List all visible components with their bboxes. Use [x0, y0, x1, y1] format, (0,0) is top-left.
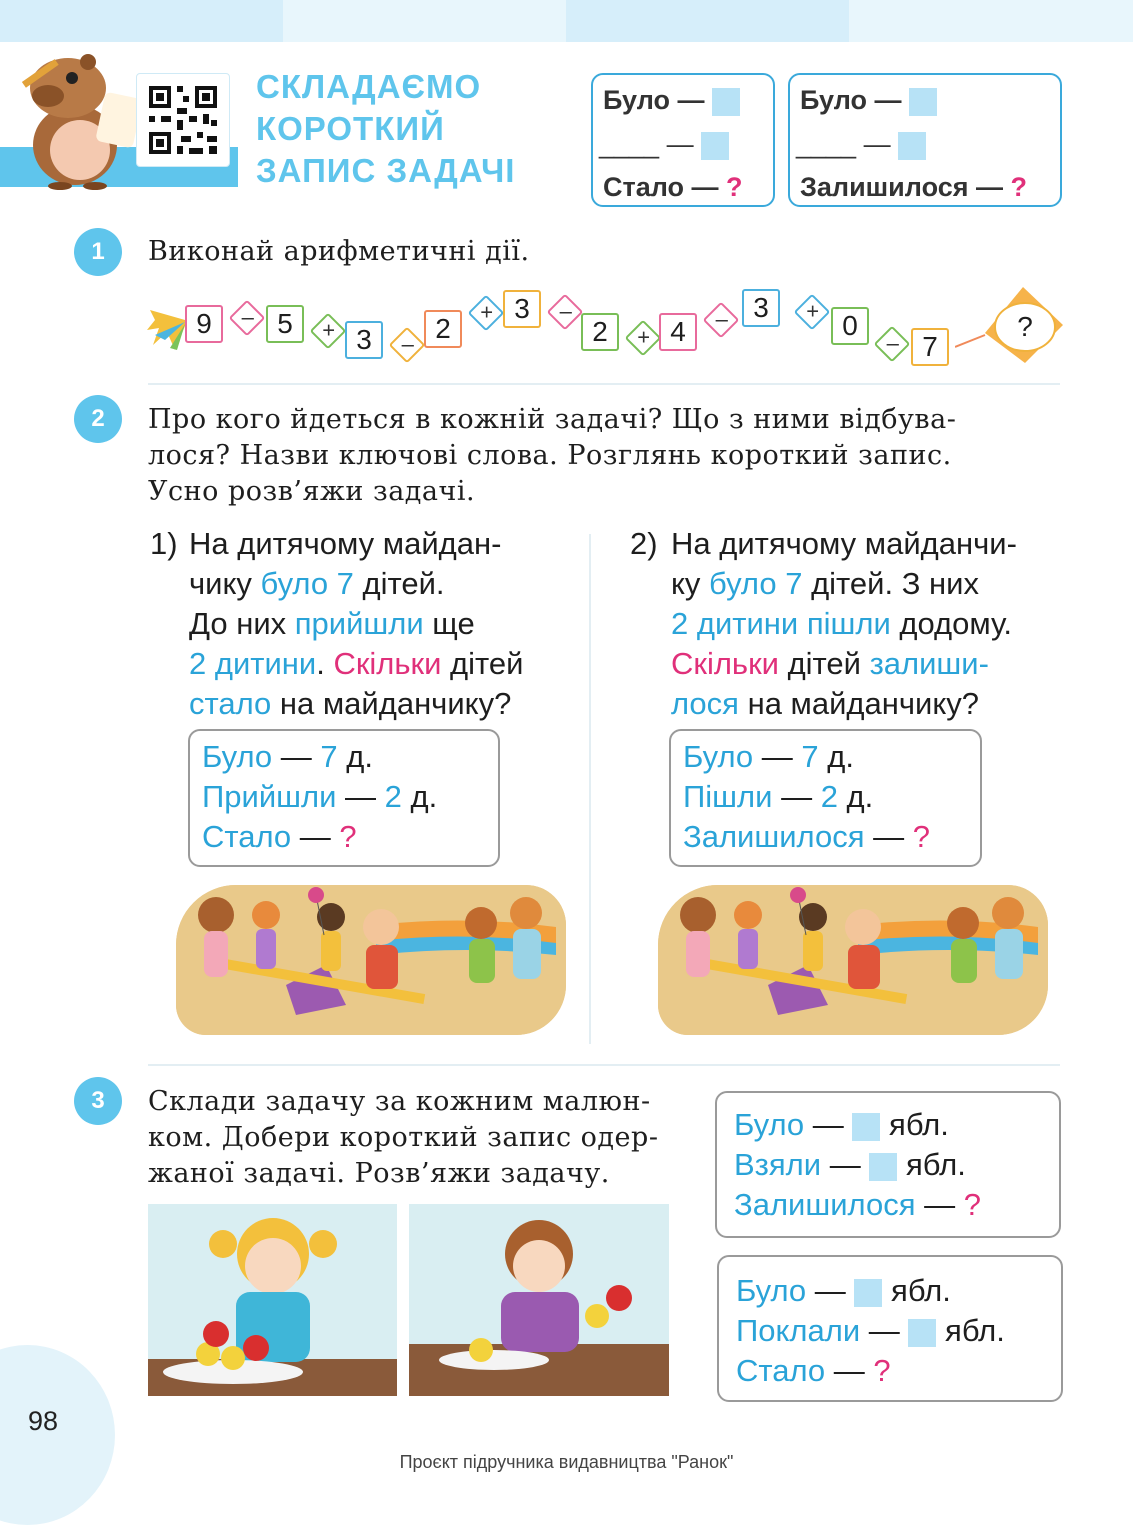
children-playground-icon: [658, 885, 1048, 1035]
chain-operator: +: [625, 320, 662, 357]
problem-1-text: На дитячому майдан- чику було 7 дітей. До них прийшли ще 2 дитини. Скільки дітей стало на майданчику?: [189, 526, 524, 721]
qr-code-icon: [137, 74, 229, 166]
boy-apples-icon: [409, 1204, 669, 1396]
task3-line: жаної задачі. Розв’яжи задачу.: [148, 1158, 610, 1189]
box-line-remained: Залишилося —: [800, 172, 1003, 202]
blank-square: [909, 88, 937, 116]
box-line-became: Стало —: [603, 172, 719, 202]
chain-operator: –: [547, 294, 584, 331]
question-mark: ?: [726, 172, 743, 202]
girl-apples-icon: [148, 1204, 397, 1396]
chain-operator: –: [389, 327, 426, 364]
apple-note-box-1: Було — ябл. Взяли — ябл. Залишилося — ?: [715, 1091, 1061, 1238]
chain-operator: +: [468, 295, 505, 332]
title-line: ЗАПИС ЗАДАЧІ: [256, 152, 516, 189]
chain-number: 2: [424, 310, 462, 348]
girl-apples-picture: [148, 1204, 397, 1396]
chain-number: 3: [742, 289, 780, 327]
box-line-was: Було —: [603, 85, 705, 115]
title-line: СКЛАДАЄМО: [256, 68, 482, 105]
page-number: 98: [28, 1406, 59, 1436]
template-box-added: [591, 73, 775, 207]
chain-operator: –: [874, 326, 911, 363]
blank-square: [852, 1113, 880, 1141]
footer-publisher: Проєкт підручника видавництва "Ранок": [399, 1452, 734, 1472]
arithmetic-chain: [145, 285, 1065, 370]
qr-code[interactable]: [136, 73, 230, 167]
task2-line: лося? Назви ключові слова. Розглянь короткий запис.: [148, 440, 952, 471]
chain-number: 2: [581, 313, 619, 351]
problem-2-text: На дитячому майданчи- ку було 7 дітей. З них 2 дитини пішли додому. Скільки дітей залиши- лося на майданчику?: [671, 526, 1017, 721]
top-stripe-4: [849, 0, 1133, 42]
children-playground-icon: [176, 885, 566, 1035]
task2-line: Усно розв’яжи задачі.: [148, 476, 476, 507]
chain-number: 3: [503, 290, 541, 328]
problem-2-label: 2): [630, 526, 658, 561]
task-number-1: 1: [74, 228, 122, 276]
vertical-divider: [589, 534, 591, 1044]
chain-number: 5: [266, 305, 304, 343]
short-note-box-1: Було — 7 д. Прийшли — 2 д. Стало — ?: [188, 729, 500, 867]
playground-illustration-2: [658, 885, 1048, 1035]
chain-number: 7: [911, 328, 949, 366]
blank-square: [898, 132, 926, 160]
kite-tail-icon: [145, 300, 190, 355]
problem-1-label: 1): [150, 526, 178, 561]
blank-square: [712, 88, 740, 116]
separator: [148, 1064, 1060, 1066]
chain-operator: –: [703, 302, 740, 339]
box-line-blank: ____ —: [796, 129, 891, 159]
blank-square: [908, 1319, 936, 1347]
top-stripe-1: [0, 0, 283, 42]
task1-text: Виконай арифметичні дії.: [148, 236, 530, 267]
chain-number: 0: [831, 307, 869, 345]
chain-number: 4: [659, 313, 697, 351]
question-mark: ?: [1010, 172, 1028, 202]
chain-operator: –: [229, 300, 266, 337]
chain-operator: +: [310, 313, 347, 350]
blank-square: [701, 132, 729, 160]
separator: [148, 383, 1060, 385]
task2-text: [148, 402, 956, 510]
title-line: КОРОТКИЙ: [256, 110, 445, 147]
playground-illustration-1: [176, 885, 566, 1035]
chain-result: ?: [1017, 311, 1033, 342]
blank-square: [869, 1153, 897, 1181]
top-stripe-2: [283, 0, 566, 42]
chain-operator: +: [794, 294, 831, 331]
top-stripe-3: [566, 0, 849, 42]
task3-text: [148, 1084, 658, 1192]
template-box-left: [788, 73, 1062, 207]
short-note-box-2: Було — 7 д. Пішли — 2 д. Залишилося — ?: [669, 729, 982, 867]
chain-number: 3: [345, 321, 383, 359]
page-title: [256, 66, 515, 192]
boy-apples-picture: [409, 1204, 669, 1396]
chain-number: 9: [185, 305, 223, 343]
box-line-blank: ____ —: [599, 129, 694, 159]
task-number-3: 3: [74, 1077, 122, 1125]
task3-line: Склади задачу за кожним малюн-: [148, 1086, 651, 1117]
task-number-2: 2: [74, 395, 122, 443]
task3-line: ком. Добери короткий запис одер-: [148, 1122, 659, 1153]
blank-square: [854, 1279, 882, 1307]
apple-note-box-2: Було — ябл. Поклали — ябл. Стало — ?: [717, 1255, 1063, 1402]
box-line-was: Було —: [800, 85, 902, 115]
capybara-mascot-icon: [10, 40, 140, 190]
task2-line: Про кого йдеться в кожній задачі? Що з ними відбува-: [148, 404, 957, 435]
